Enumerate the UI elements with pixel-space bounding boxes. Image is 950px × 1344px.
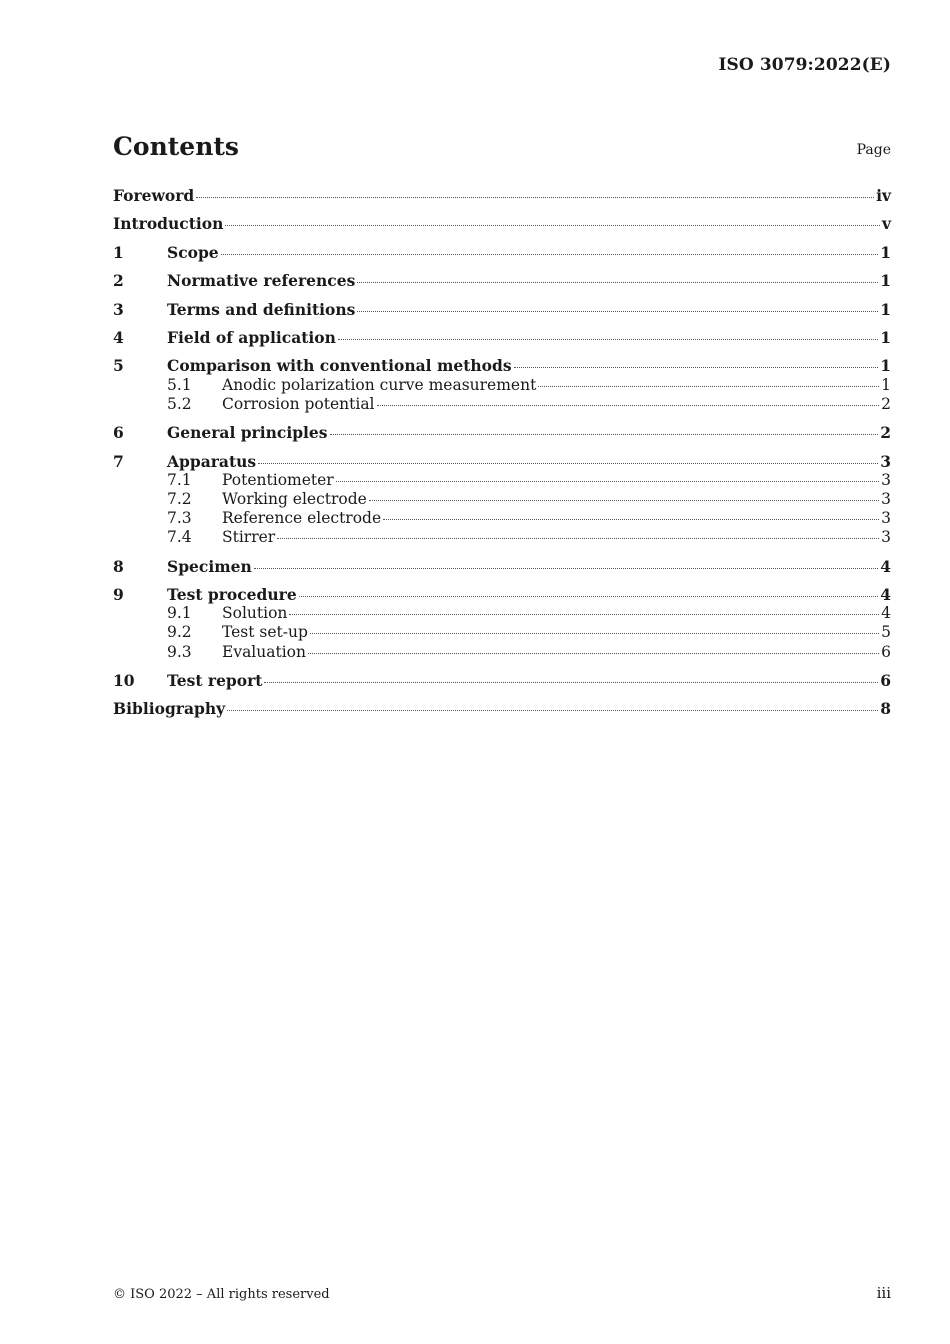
toc-entry[interactable] [113, 509, 891, 528]
toc-entry-number: 5.1 [167, 375, 192, 394]
toc-entry-page: iv [876, 186, 891, 205]
toc-entry-number: 7.2 [167, 489, 192, 508]
toc-entry-title: Test procedure [167, 585, 297, 605]
toc-entry-number: 7.1 [167, 470, 192, 489]
page-number: iii [876, 1284, 891, 1302]
toc-entry-page: 5 [881, 623, 891, 642]
toc-entry[interactable] [113, 471, 891, 490]
toc-entry-title: Evaluation [222, 642, 306, 661]
toc-entry-number: 9.1 [167, 604, 192, 623]
toc-entry[interactable] [113, 604, 891, 623]
toc-entry-page: 3 [881, 509, 891, 528]
toc-entry-page: 6 [880, 670, 891, 690]
toc-entry-title: General principles [167, 423, 328, 443]
toc-dot-leader [369, 500, 879, 501]
table-of-contents [113, 186, 891, 718]
toc-entry-title: Corrosion potential [222, 394, 375, 413]
toc-entry-number: 1 [113, 242, 124, 262]
toc-dot-leader [514, 367, 879, 368]
toc-entry-title: Normative references [167, 271, 356, 291]
toc-entry[interactable] [113, 186, 891, 205]
toc-entry-page: 3 [881, 528, 891, 547]
toc-entry[interactable] [113, 356, 891, 375]
toc-entry-title: Foreword [113, 186, 195, 205]
toc-entry-title: Solution [222, 604, 288, 623]
toc-entry[interactable] [113, 423, 891, 442]
toc-entry-page: 3 [880, 451, 891, 471]
toc-entry-title: Terms and definitions [167, 299, 356, 319]
toc-dot-leader [227, 710, 878, 711]
toc-dot-leader [221, 254, 879, 255]
toc-entry-number: 7.3 [167, 509, 192, 528]
toc-entry-number: 9.3 [167, 642, 192, 661]
toc-entry-title: Scope [167, 242, 219, 262]
toc-entry-page: 6 [881, 642, 891, 661]
toc-entry[interactable] [113, 643, 891, 662]
toc-entry-number: 3 [113, 299, 124, 319]
toc-entry-number: 2 [113, 271, 124, 291]
toc-dot-leader [336, 481, 879, 482]
toc-entry[interactable] [113, 328, 891, 347]
toc-entry[interactable] [113, 490, 891, 509]
toc-dot-leader [383, 519, 879, 520]
toc-entry-number: 10 [113, 670, 135, 690]
document-id: ISO 3079:2022(E) [718, 55, 891, 75]
toc-entry-title: Stirrer [222, 528, 276, 547]
toc-entry-page: 1 [880, 356, 891, 376]
toc-entry[interactable] [113, 557, 891, 576]
toc-dot-leader [299, 596, 879, 597]
toc-entry[interactable] [113, 395, 891, 414]
toc-entry-number: 5 [113, 356, 124, 376]
toc-dot-leader [377, 405, 880, 406]
toc-entry-page: 3 [881, 489, 891, 508]
toc-dot-leader [289, 614, 879, 615]
toc-entry[interactable] [113, 300, 891, 319]
toc-dot-leader [254, 568, 878, 569]
toc-entry-title: Potentiometer [222, 470, 334, 489]
toc-entry[interactable] [113, 585, 891, 604]
toc-entry-title: Bibliography [113, 699, 226, 719]
toc-entry[interactable] [113, 376, 891, 395]
toc-entry-number: 7.4 [167, 528, 192, 547]
toc-entry-title: Comparison with conventional methods [167, 356, 512, 376]
toc-dot-leader [264, 682, 878, 683]
toc-dot-leader [225, 225, 880, 226]
toc-entry-page: 8 [880, 699, 891, 719]
toc-entry-title: Test set-up [222, 623, 308, 642]
toc-entry-number: 8 [113, 556, 124, 576]
toc-entry[interactable] [113, 671, 891, 690]
toc-entry-page: 2 [881, 394, 891, 413]
toc-entry[interactable] [113, 271, 891, 290]
contents-heading: Contents [113, 132, 240, 161]
toc-entry[interactable] [113, 528, 891, 547]
toc-entry-page: 4 [880, 556, 891, 576]
toc-entry-title: Anodic polarization curve measurement [222, 375, 537, 394]
toc-entry[interactable] [113, 623, 891, 642]
toc-dot-leader [338, 339, 878, 340]
toc-entry-number: 9 [113, 585, 124, 605]
toc-entry-page: 2 [880, 423, 891, 443]
toc-entry[interactable] [113, 452, 891, 471]
toc-dot-leader [310, 633, 879, 634]
toc-entry-title: Apparatus [167, 451, 257, 471]
toc-entry-title: Field of application [167, 327, 336, 347]
toc-dot-leader [308, 653, 879, 654]
toc-dot-leader [357, 311, 878, 312]
toc-entry-page: 1 [880, 299, 891, 319]
toc-entry-number: 9.2 [167, 623, 192, 642]
toc-dot-leader [330, 434, 879, 435]
toc-entry-title: Working electrode [222, 489, 367, 508]
copyright-notice: © ISO 2022 – All rights reserved [113, 1287, 330, 1302]
toc-entry-page: 1 [880, 242, 891, 262]
toc-entry-title: Test report [167, 670, 263, 690]
toc-dot-leader [196, 197, 874, 198]
toc-entry-page: 3 [881, 470, 891, 489]
toc-dot-leader [277, 538, 879, 539]
toc-dot-leader [258, 463, 878, 464]
toc-entry-number: 6 [113, 423, 124, 443]
toc-dot-leader [357, 282, 878, 283]
toc-entry-number: 7 [113, 451, 124, 471]
toc-entry[interactable] [113, 699, 891, 718]
toc-dot-leader [538, 386, 879, 387]
toc-entry-page: 1 [880, 271, 891, 291]
toc-entry-page: 4 [881, 604, 891, 623]
page-column-label: Page [856, 142, 891, 158]
toc-entry-title: Specimen [167, 556, 252, 576]
toc-entry[interactable] [113, 214, 891, 233]
toc-entry-page: 4 [880, 585, 891, 605]
toc-entry-page: 1 [880, 327, 891, 347]
toc-entry-title: Introduction [113, 214, 224, 234]
toc-entry-page: 1 [881, 375, 891, 394]
toc-entry-number: 4 [113, 327, 124, 347]
toc-entry-number: 5.2 [167, 394, 192, 413]
toc-entry-page: v [881, 214, 891, 234]
toc-entry[interactable] [113, 243, 891, 262]
toc-entry-title: Reference electrode [222, 509, 382, 528]
